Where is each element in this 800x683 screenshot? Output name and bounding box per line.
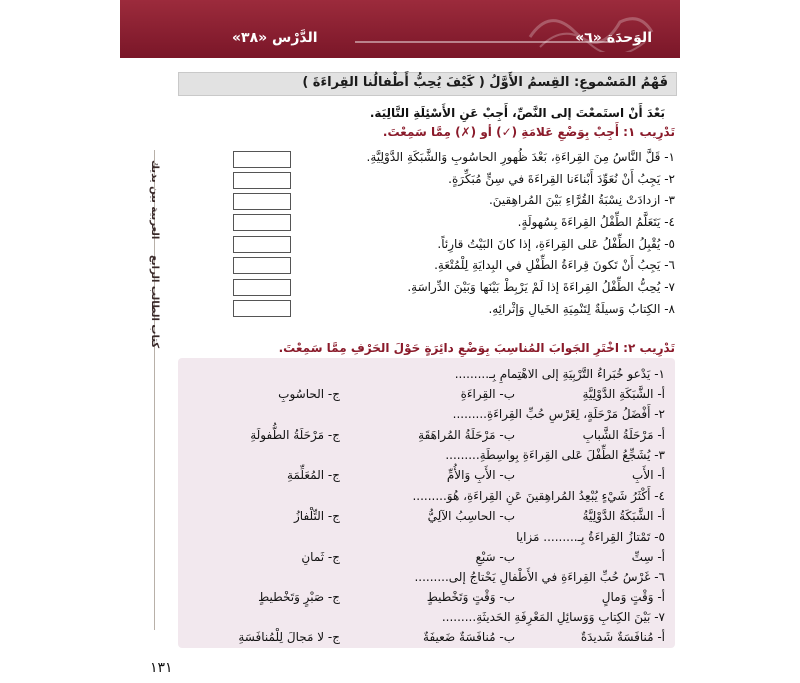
q7-option-b[interactable]: ب- مُنافَسَةٌ ضَعيفَةٌ (423, 630, 515, 644)
question-3: ٣- يُشَجِّعُ الطِّفْلَ عَلى القِراءَةِ بِواسِطَةِ......... (445, 448, 665, 462)
side-book-subtitle: كتاب الطالب الرابع (149, 255, 160, 349)
q5-option-c[interactable]: ج- ثَمانِ (301, 550, 340, 564)
statement-3: ٣- ازدادَتْ نِسْبَةُ القُرَّاءِ بَيْنَ المُراهِقينَ. (488, 193, 675, 207)
section-title-box (178, 72, 677, 96)
q6-option-b[interactable]: ب- وَقْتٍ وَتَخْطيطٍ (426, 590, 515, 604)
statement-5: ٥- يُقْبِلُ الطِّفْلُ عَلى القِراءَةِ، إذا كانَ البَيْتُ قارِئاً. (437, 237, 675, 251)
q7-option-a[interactable]: أ- مُنافَسَةٌ شَديدَةٌ (580, 630, 665, 644)
lesson-label: الدَّرْس «٣٨» (232, 30, 318, 46)
q4-option-b[interactable]: ب- الحاسِبُ الآلِيُّ (427, 509, 515, 523)
exercise2-label: تَدْرِيب ٢: اخْتَرِ الجَوابَ المُناسِبَ بِوَضْعِ دائِرَةٍ حَوْلَ الحَرْفِ مِمَّا سَمِعْتَ. (278, 341, 675, 355)
question-7: ٧- بَيْنَ الكِتابِ وَوَسائِلِ المَعْرِفَةِ الحَديثَةِ......... (441, 610, 665, 624)
side-book-title: العربية بين يديك (149, 160, 160, 240)
section-title: فَهْمُ المَسْموعِ: القِسمُ الأَوَّلُ ( كَيْفَ يُحِبُّ أَطْفالُنا القِراءَةَ ) (302, 75, 668, 90)
exercise1-label: تَدْرِيب ١: أَجِبْ بِوَضْعِ عَلامَةِ (✓) أو (✗) مِمَّا سَمِعْتَ. (382, 125, 675, 139)
q7-option-c[interactable]: ج- لا مَجالَ لِلْمُنافَسَةِ (238, 630, 340, 644)
exercise2-box (178, 358, 675, 648)
q1-option-c[interactable]: ج- الحاسُوبِ (278, 387, 340, 401)
question-6: ٦- غَرْسُ حُبِّ القِراءَةِ في الأَطْفالِ يَحْتاجُ إلى......... (414, 570, 665, 584)
q1-option-a[interactable]: أ- الشَّبَكَةِ الدَّوْلِيَّةِ (582, 387, 665, 401)
unit-label: الوَحدَة «٦» (575, 30, 652, 46)
q2-option-a[interactable]: أ- مَرْحَلَةُ الشَّبابِ (582, 428, 665, 442)
statement-4: ٤- يَتَعَلَّمُ الطِّفْلُ القِراءَةَ بِسُهولَةٍ. (517, 215, 675, 229)
q5-option-b[interactable]: ب- سَبْعِ (475, 550, 515, 564)
page-number: ١٣١ (150, 660, 173, 676)
q2-option-b[interactable]: ب- مَرْحَلَةُ المُراهَقَةِ (418, 428, 515, 442)
question-4: ٤- أَكْثَرُ شَيْءٍ يُبْعِدُ المُراهِقينَ عَنِ القِراءَةِ، هُوَ......... (412, 489, 665, 503)
q2-option-c[interactable]: ج- مَرْحَلَةُ الطُّفولَةِ (250, 428, 340, 442)
statement-7: ٧- يُحِبُّ الطِّفْلُ القِراءَةَ إذا لَمْ يَرْبِطْ بَيْنَها وَبَيْنَ الدِّراسَةِ. (407, 280, 675, 294)
instructions-text: بَعْدَ أَنْ استَمعْتَ إلى النَّصِّ، أَجِبْ عَنِ الأَسْئِلَةِ التَّالِيَة. (369, 106, 665, 120)
question-5: ٥- تَمْتازُ القِراءَةُ بِـ......... مَزايا (516, 530, 665, 544)
q3-option-b[interactable]: ب- الأَبِ وَالأُمِّ (446, 468, 515, 482)
q1-option-b[interactable]: ب- القِراءَةِ (460, 387, 515, 401)
q6-option-c[interactable]: ج- صَبْرٍ وَتَخْطيطٍ (258, 590, 340, 604)
answer-checkbox-1[interactable] (233, 151, 291, 168)
answer-checkbox-4[interactable] (233, 214, 291, 231)
statement-1: ١- قَلَّ النَّاسُ مِنَ القِراءَةِ، بَعْدَ ظُهورِ الحاسُوبِ وَالشَّبَكَةِ الدَّوْلِيَّةِ. (366, 150, 675, 164)
q3-option-c[interactable]: ج- المُعَلِّمَةِ (287, 468, 340, 482)
statement-2: ٢- يَجِبُ أَنْ نُعَوِّدَ أَبْناءَنا القِراءَةَ في سِنٍّ مُبَكِّرَةٍ. (448, 172, 675, 186)
q5-option-a[interactable]: أ- سِتِّ (631, 550, 665, 564)
q4-option-a[interactable]: أ- الشَّبَكَةُ الدَّوْلِيَّةُ (582, 509, 665, 523)
answer-checkbox-2[interactable] (233, 172, 291, 189)
answer-checkbox-5[interactable] (233, 236, 291, 253)
answer-checkbox-3[interactable] (233, 193, 291, 210)
statement-6: ٦- يَجِبُ أَنْ تَكونَ قِراءَةُ الطِّفْلِ في البِدايَةِ لِلْمُتْعَةِ. (434, 258, 675, 272)
statement-8: ٨- الكِتابُ وَسيلَةٌ لِتَنْمِيَةِ الخَيالِ وَإثْرائِهِ. (488, 302, 675, 316)
answer-checkbox-6[interactable] (233, 257, 291, 274)
q4-option-c[interactable]: ج- التِّلْفازُ (294, 509, 340, 523)
answer-checkbox-7[interactable] (233, 279, 291, 296)
header-banner (120, 0, 680, 58)
q3-option-a[interactable]: أ- الأَبِ (632, 468, 665, 482)
q6-option-a[interactable]: أ- وَقْتٍ وَمالٍ (601, 590, 665, 604)
answer-checkbox-8[interactable] (233, 300, 291, 317)
question-2: ٢- أَفْضَلُ مَرْحَلَةٍ، لِغَرْسِ حُبِّ القِراءَةِ......... (452, 407, 665, 421)
question-1: ١- يَدْعو خُبَراءُ التَّرْبِيَةِ إلى الاهْتِمامِ بِـ......... (454, 367, 665, 381)
